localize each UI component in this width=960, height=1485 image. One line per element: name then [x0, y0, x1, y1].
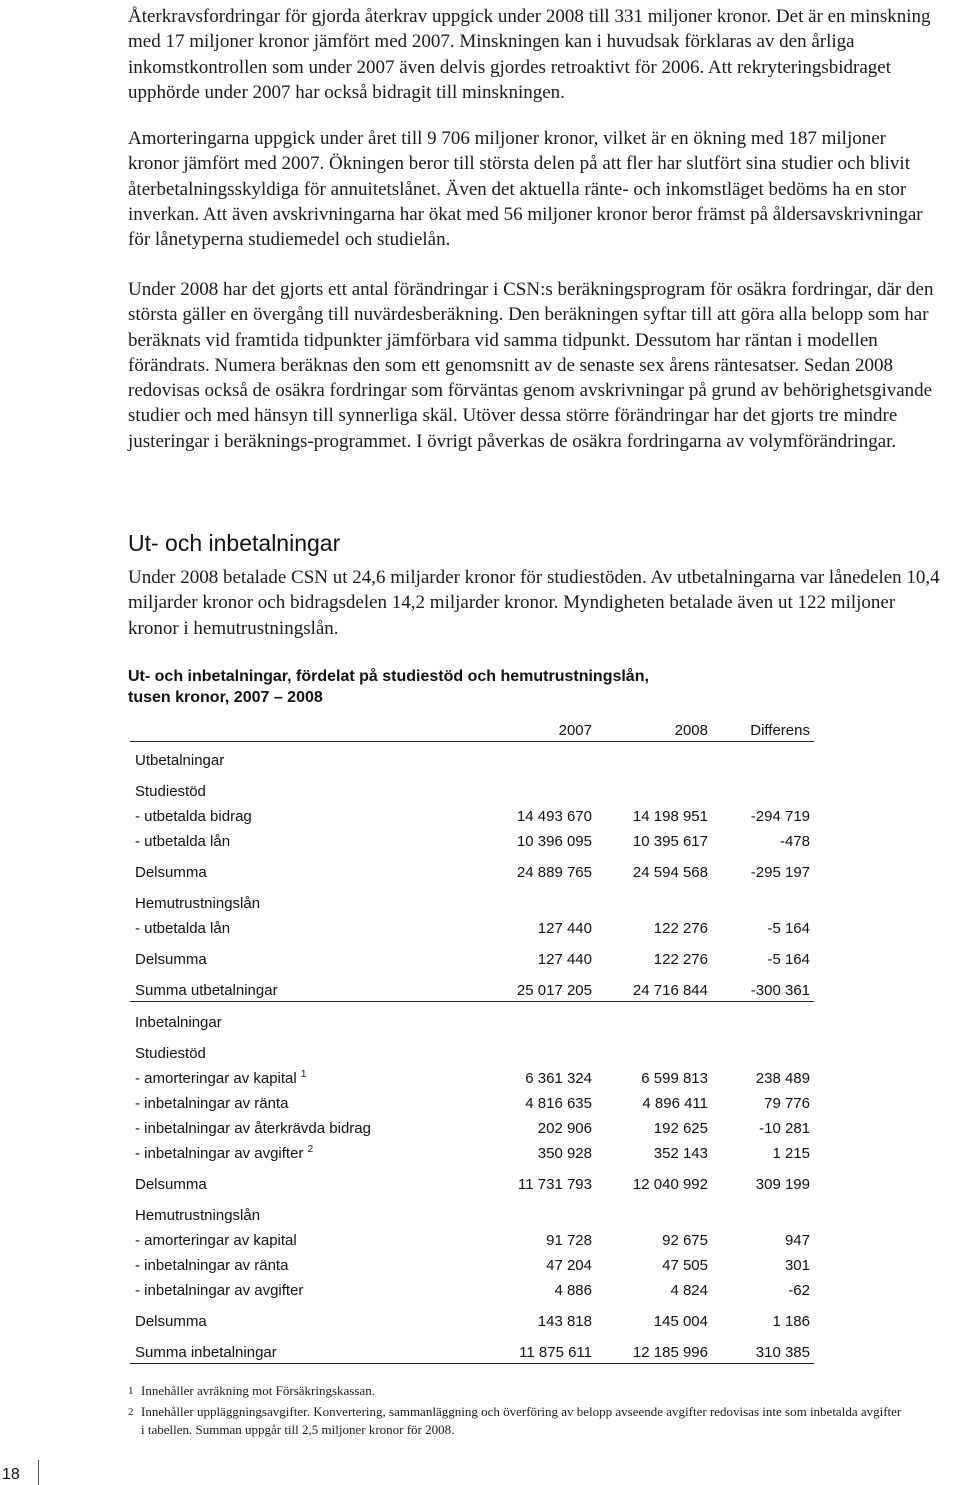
- cell-differens: -62: [788, 1282, 810, 1299]
- cell-differens: 79 776: [764, 1095, 810, 1112]
- footnotes: [128, 1382, 908, 1439]
- cell-differens: 1 215: [772, 1145, 810, 1162]
- table-row: [130, 1207, 814, 1227]
- cell-differens: 947: [784, 1232, 810, 1249]
- cell-2008: 24 716 844: [632, 982, 708, 999]
- column-header-2008: 2008: [674, 722, 708, 739]
- row-label: [135, 1120, 371, 1137]
- footnote-marker: 1: [300, 1069, 307, 1080]
- cell-2008: 12 185 996: [632, 1344, 708, 1361]
- footnote-2-number: 2: [128, 1406, 134, 1418]
- row-label-text: Delsumma: [135, 864, 207, 881]
- table-row: [130, 895, 814, 915]
- cell-differens: -10 281: [759, 1120, 810, 1137]
- table-row: [130, 1257, 814, 1277]
- row-label: [135, 1145, 313, 1162]
- table-row: [130, 808, 814, 828]
- cell-2007: 24 889 765: [516, 864, 592, 881]
- cell-differens: 301: [784, 1257, 810, 1274]
- row-label: [135, 783, 206, 800]
- row-label-text: Utbetalningar: [135, 752, 225, 769]
- paragraph-berakningsprogram: Under 2008 har det gjorts ett antal förändringar i CSN:s beräkningsprogram för osäkra fordringar, där den största gäller en övergång till nuvärdesberäkning. Den beräkningen syftar till att göra alla belopp som har beräknats vid framtida tidpunkter jämförbara vid samma tidpunkt. Dessutom har räntan i modellen förändrats. Numera beräknas den som ett genomsnitt av de senaste sex årens räntesatser. Sedan 2008 redovisas också de osäkra fordringar som förväntas genom avskrivningar på grund av behörighetsgivande studier och med hänsyn till synnerliga skäl. Utöver dessa större förändringar har det gjorts tre mindre justeringar i beräknings-programmet. I övrigt påverkas de osäkra fordringarna av volymförändringar.: [128, 279, 934, 452]
- row-label: [135, 1207, 260, 1224]
- table-caption-line-1: Ut- och inbetalningar, fördelat på studiestöd och hemutrustningslån,: [128, 668, 649, 685]
- row-label-text: Delsumma: [135, 951, 207, 968]
- column-header-2007: 2007: [558, 722, 592, 739]
- table-row: [130, 864, 814, 884]
- table-row: [130, 1232, 814, 1252]
- row-label-text: - utbetalda bidrag: [135, 808, 252, 825]
- row-label: [135, 1282, 303, 1299]
- cell-differens: -295 197: [750, 864, 810, 881]
- row-label: [135, 982, 278, 999]
- cell-2007: 25 017 205: [516, 982, 592, 999]
- row-label: [135, 808, 252, 825]
- row-label-text: Studiestöd: [135, 783, 206, 800]
- row-label: [135, 1313, 207, 1330]
- payments-table: [130, 720, 814, 1370]
- cell-2007: 127 440: [537, 951, 592, 968]
- page-number: 18: [2, 1466, 20, 1483]
- cell-2008: 4 824: [670, 1282, 708, 1299]
- cell-2008: 10 395 617: [632, 833, 708, 850]
- row-label: [135, 752, 224, 769]
- row-label: [135, 1070, 306, 1087]
- table-row: [130, 1176, 814, 1196]
- table-row: [130, 1282, 814, 1302]
- cell-2007: 11 875 611: [519, 1344, 592, 1361]
- cell-2007: 127 440: [537, 920, 592, 937]
- row-label: [135, 864, 207, 881]
- row-label-text: Summa inbetalningar: [135, 1344, 277, 1361]
- paragraph-amorteringar: Amorteringarna uppgick under året till 9 706 miljoner kronor, vilket är en ökning med 187 miljoner kronor jämfört med 2007. Ökningen beror till största delen på att fler har slutfört sina studier och blivit återbetalningsskyldiga för annuitetslånet. Även det aktuella ränte- och inkomstläget bedöms ha en stor inverkan. Att även avskrivningarna har ökat med 56 miljoner kronor beror främst på åldersavskrivningar för lånetyperna studiemedel och studielån.: [128, 128, 923, 251]
- footnote-2: [128, 1403, 908, 1439]
- table-caption: [128, 666, 808, 708]
- row-label-text: Summa utbetalningar: [135, 982, 278, 999]
- cell-2008: 12 040 992: [632, 1176, 708, 1193]
- row-label: [135, 920, 230, 937]
- table-row: [130, 783, 814, 803]
- table-row: [130, 1014, 814, 1034]
- cell-2007: 202 906: [537, 1120, 592, 1137]
- cell-2007: 4 816 635: [525, 1095, 592, 1112]
- table-row: [130, 1045, 814, 1065]
- row-label-text: - inbetalningar av avgifter: [135, 1145, 304, 1162]
- table-header-row: [130, 722, 814, 742]
- footnote-2-text: Innehåller uppläggningsavgifter. Konvertering, sammanläggning och överföring av belopp avseende avgifter redovisas inte som inbetalda avgifter i tabellen. Summan uppgår till 2,5 miljoner kronor för 2008.: [141, 1404, 902, 1437]
- row-label-text: - inbetalningar av avgifter: [135, 1282, 304, 1299]
- cell-2008: 24 594 568: [632, 864, 708, 881]
- row-label: [135, 1232, 297, 1249]
- cell-2007: 143 818: [537, 1313, 592, 1330]
- footnote-1-text: Innehåller avräkning mot Försäkringskassan.: [141, 1383, 375, 1398]
- row-label-text: Studiestöd: [135, 1045, 206, 1062]
- cell-differens: 310 385: [755, 1344, 810, 1361]
- cell-differens: 1 186: [772, 1313, 810, 1330]
- table-row: [130, 833, 814, 853]
- page-edge-rule: [38, 1460, 39, 1485]
- footnote-marker: 2: [307, 1144, 314, 1155]
- cell-differens: 238 489: [755, 1070, 810, 1087]
- row-label-text: Hemutrustningslån: [135, 895, 261, 912]
- row-label: [135, 1257, 288, 1274]
- cell-2008: 192 625: [653, 1120, 708, 1137]
- row-label: [135, 833, 230, 850]
- cell-2008: 47 505: [662, 1257, 708, 1274]
- table-row: [130, 1145, 814, 1165]
- cell-2008: 352 143: [653, 1145, 708, 1162]
- row-label-text: Inbetalningar: [135, 1014, 222, 1031]
- cell-differens: -5 164: [767, 951, 810, 968]
- cell-2007: 91 728: [546, 1232, 592, 1249]
- table-row: [130, 1095, 814, 1115]
- cell-2008: 145 004: [653, 1313, 708, 1330]
- cell-2007: 10 396 095: [516, 833, 592, 850]
- cell-2008: 6 599 813: [641, 1070, 708, 1087]
- cell-2008: 122 276: [653, 951, 708, 968]
- row-label-text: Delsumma: [135, 1313, 207, 1330]
- paragraph-aterkrav: Återkravsfordringar för gjorda återkrav uppgick under 2008 till 331 miljoner kronor. Det är en minskning med 17 miljoner kronor jämfört med 2007. Minskningen kan i huvudsak förklaras av den årliga inkomstkontrollen som under 2007 även delvis gjordes retroaktivt för 2006. Att rekryteringsbidraget upphörde under 2007 har också bidragit till minskningen.: [128, 6, 931, 103]
- row-label: [135, 951, 207, 968]
- cell-2007: 11 731 793: [518, 1176, 592, 1193]
- table-row: [130, 951, 814, 971]
- table-row: [130, 752, 814, 772]
- cell-2007: 6 361 324: [525, 1070, 592, 1087]
- row-label: [135, 895, 260, 912]
- cell-2008: 4 896 411: [642, 1095, 708, 1112]
- table-row: [130, 1344, 814, 1364]
- table-row: [130, 1313, 814, 1333]
- row-label-text: - amorteringar av kapital: [135, 1232, 297, 1249]
- cell-2007: 14 493 670: [516, 808, 592, 825]
- table-row: [130, 1070, 814, 1090]
- cell-2008: 122 276: [653, 920, 708, 937]
- row-label: [135, 1176, 207, 1193]
- row-label: [135, 1095, 288, 1112]
- summary-rule: [130, 1001, 814, 1002]
- section-paragraph: Under 2008 betalade CSN ut 24,6 miljarder kronor för studiestöden. Av utbetalningarna var lånedelen 10,4 miljarder kronor och bidragsdelen 14,2 miljarder kronor. Myndigheten betalade även ut 122 miljoner kronor i hemutrustningslån.: [128, 567, 940, 639]
- cell-differens: -478: [779, 833, 810, 850]
- section-heading: Ut- och inbetalningar: [128, 530, 341, 556]
- cell-2007: 47 204: [546, 1257, 592, 1274]
- row-label-text: Hemutrustningslån: [135, 1207, 261, 1224]
- footnote-1: [128, 1382, 908, 1400]
- cell-differens: -294 719: [750, 808, 810, 825]
- row-label-text: Delsumma: [135, 1176, 207, 1193]
- row-label-text: - inbetalningar av ränta: [135, 1095, 289, 1112]
- table-row: [130, 1120, 814, 1140]
- row-label: [135, 1014, 222, 1031]
- cell-differens: 309 199: [755, 1176, 810, 1193]
- summary-rule: [130, 1363, 814, 1364]
- cell-differens: -5 164: [767, 920, 810, 937]
- row-label: [135, 1344, 277, 1361]
- table-row: [130, 982, 814, 1002]
- column-header-differens: Differens: [750, 722, 810, 739]
- cell-differens: -300 361: [750, 982, 810, 999]
- header-rule: [130, 741, 814, 742]
- row-label-text: - utbetalda lån: [135, 920, 231, 937]
- row-label: [135, 1045, 206, 1062]
- cell-2008: 92 675: [662, 1232, 708, 1249]
- table-caption-line-2: tusen kronor, 2007 – 2008: [128, 689, 323, 706]
- row-label-text: - amorteringar av kapital: [135, 1070, 297, 1087]
- cell-2007: 4 886: [554, 1282, 592, 1299]
- footnote-1-number: 1: [128, 1385, 134, 1397]
- row-label-text: - inbetalningar av ränta: [135, 1257, 289, 1274]
- cell-2008: 14 198 951: [632, 808, 708, 825]
- row-label-text: - inbetalningar av återkrävda bidrag: [135, 1120, 371, 1137]
- row-label-text: - utbetalda lån: [135, 833, 231, 850]
- cell-2007: 350 928: [537, 1145, 592, 1162]
- table-row: [130, 920, 814, 940]
